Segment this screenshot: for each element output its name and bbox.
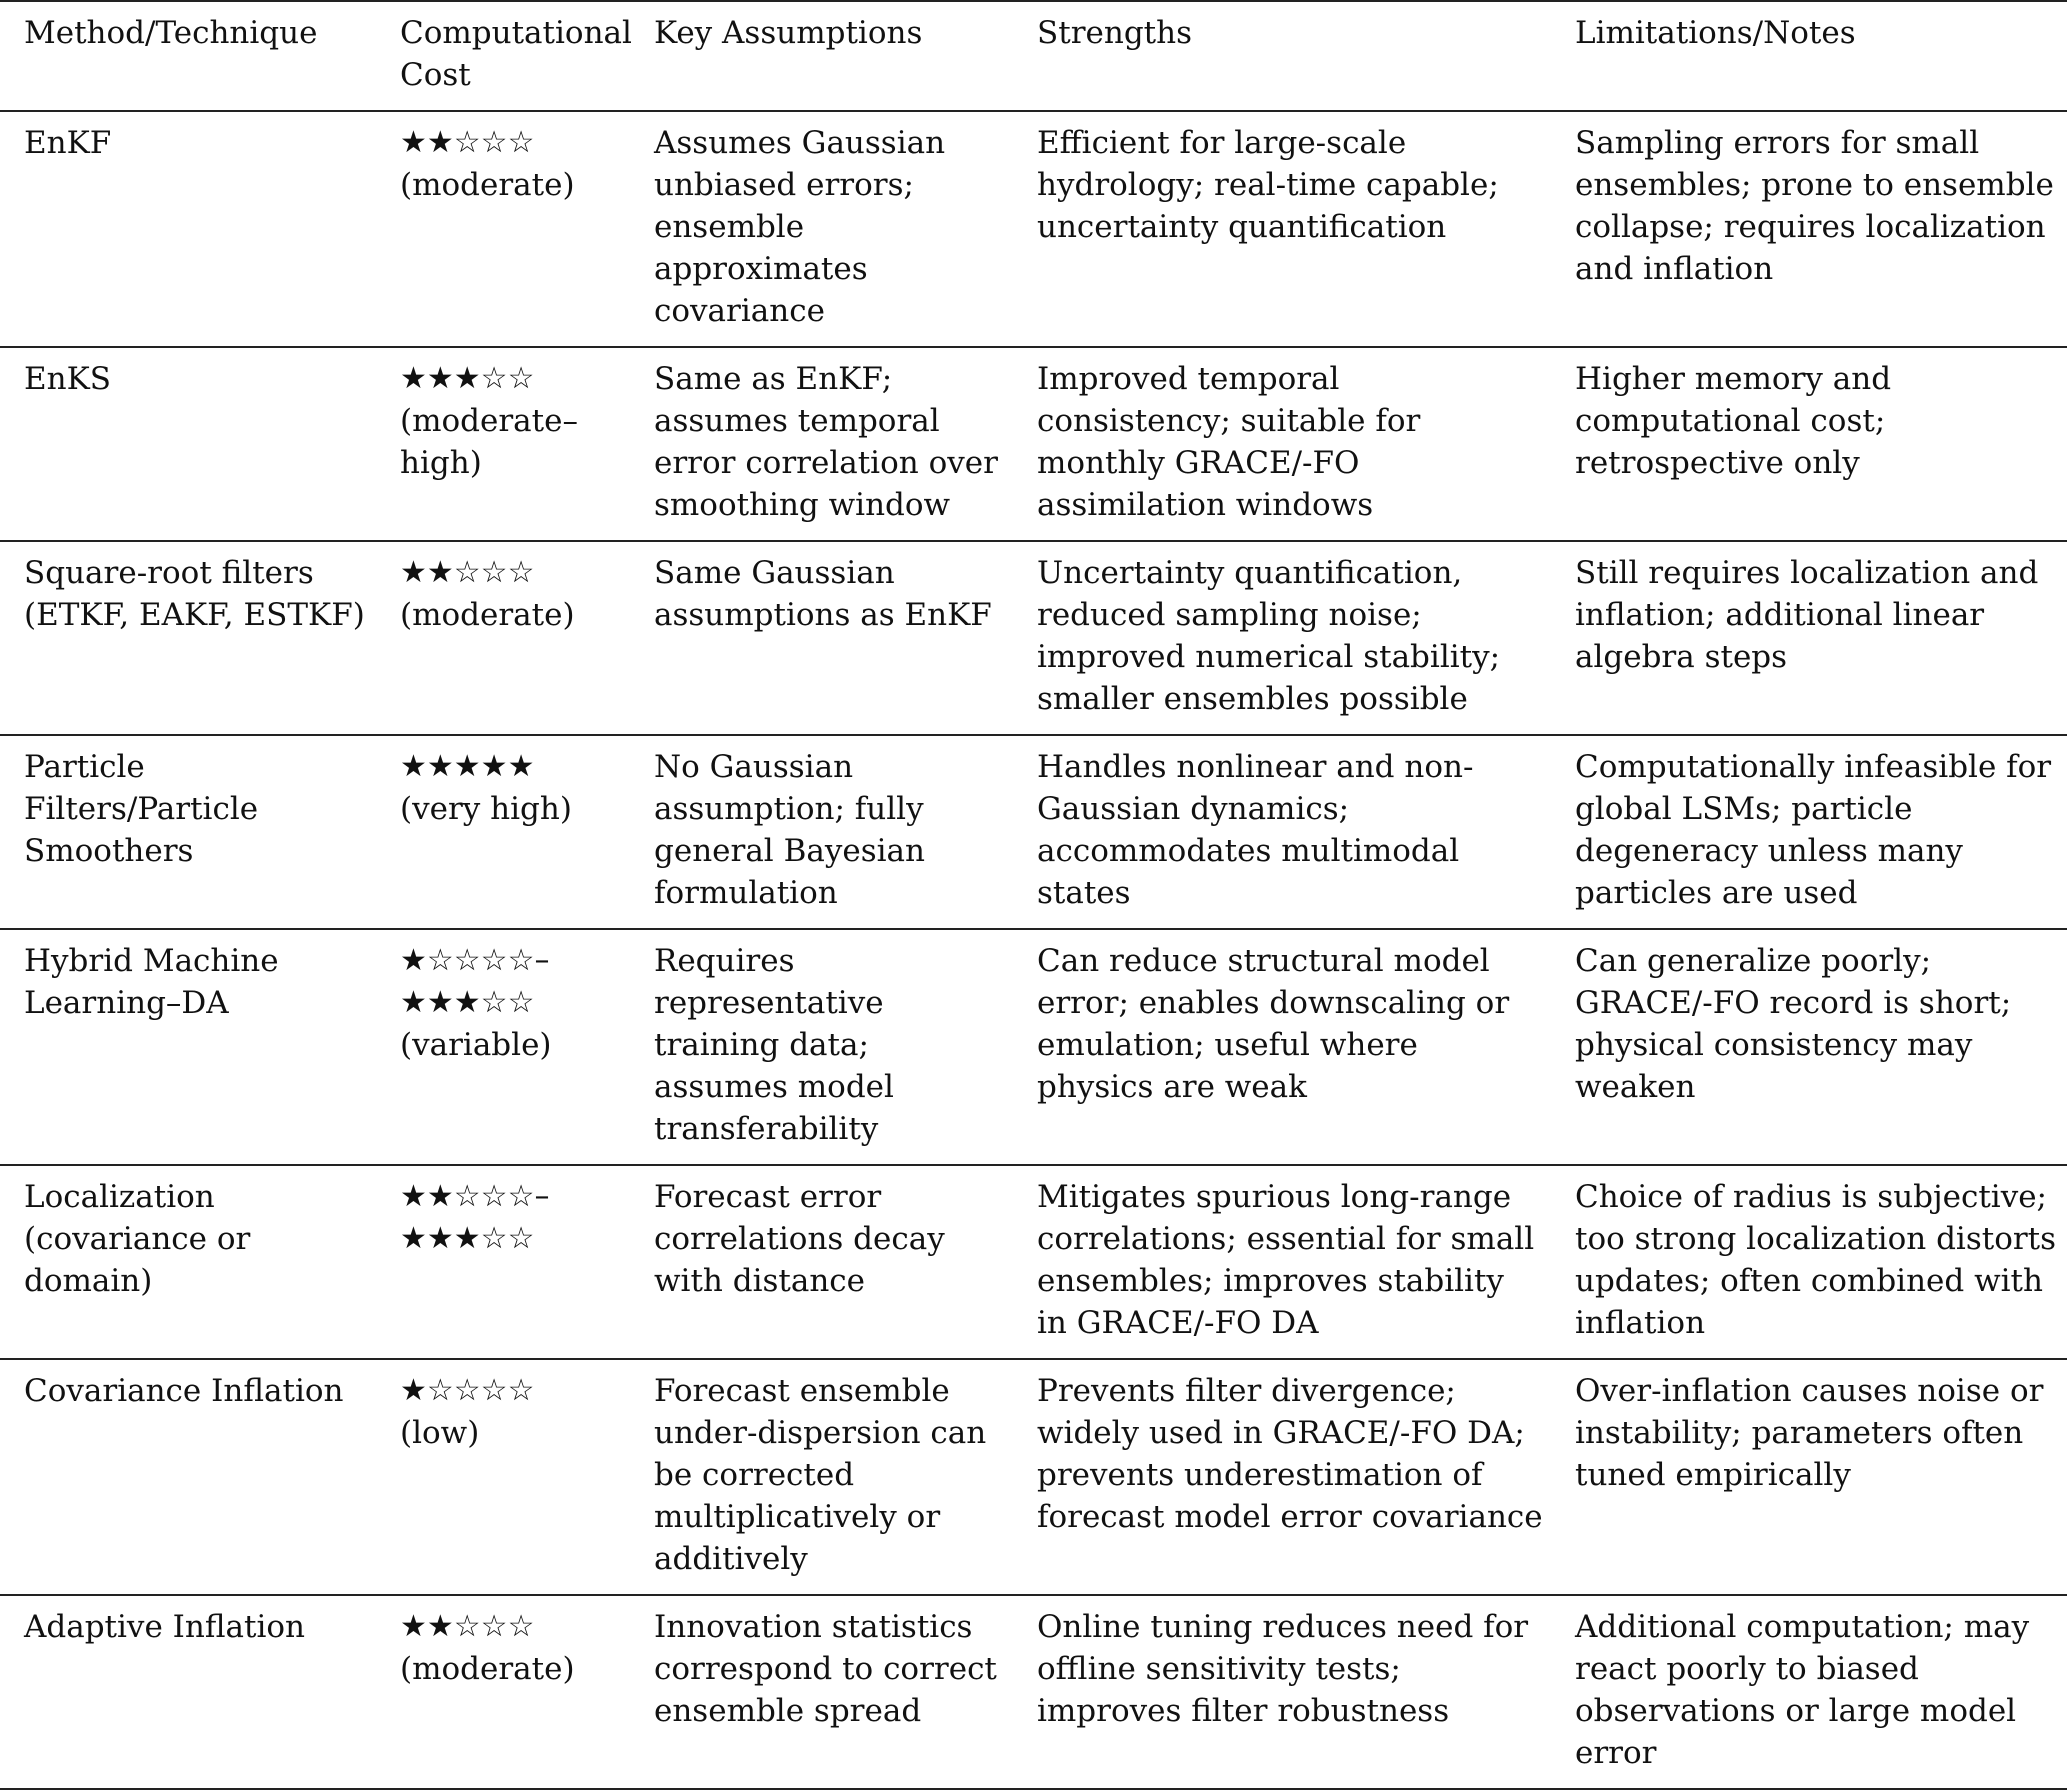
star-rating-icon: ★☆☆☆☆– bbox=[400, 943, 550, 978]
cell-assumptions: Forecast error correlations decay with distance bbox=[654, 1179, 945, 1299]
cost-note: (moderate–high) bbox=[400, 403, 578, 481]
header-method: Method/Technique bbox=[24, 15, 318, 51]
cell-limitations: Still requires localization and inflation; additional linear algebra steps bbox=[1575, 555, 2039, 675]
cost-note: (variable) bbox=[400, 1027, 552, 1063]
cell-method: Square-root filters (ETKF, EAKF, ESTKF) bbox=[24, 555, 365, 633]
cell-method: EnKF bbox=[24, 125, 112, 161]
cell-cost bbox=[376, 347, 630, 541]
star-rating-icon: ★★★☆☆ bbox=[400, 361, 535, 396]
star-rating-icon: ★☆☆☆☆ bbox=[400, 1373, 535, 1408]
cell-method: Hybrid Machine Learning–DA bbox=[24, 943, 279, 1021]
cell-method: Adaptive Inflation bbox=[24, 1609, 306, 1645]
table-header bbox=[0, 1, 2067, 111]
cell-assumptions: No Gaussian assumption; fully general Bayesian formulation bbox=[654, 749, 925, 911]
star-rating-icon: ★★☆☆☆ bbox=[400, 125, 535, 160]
table-row bbox=[0, 111, 2067, 347]
cell-assumptions: Assumes Gaussian unbiased errors; ensemble approximates covariance bbox=[654, 125, 946, 329]
table-row bbox=[0, 1595, 2067, 1789]
cost-note: (moderate) bbox=[400, 167, 575, 203]
cell-limitations: Can generalize poorly; GRACE/-FO record is short; physical consistency may weaken bbox=[1575, 943, 2012, 1105]
cell-strengths: Uncertainty quantification, reduced sampling noise; improved numerical stability; smaller ensembles possible bbox=[1037, 555, 1501, 717]
table-row bbox=[0, 1359, 2067, 1595]
star-rating-upper-icon: ★★★☆☆ bbox=[400, 985, 535, 1020]
cell-strengths: Handles nonlinear and non-Gaussian dynamics; accommodates multimodal states bbox=[1037, 749, 1474, 911]
cell-strengths: Efficient for large-scale hydrology; real-time capable; uncertainty quantification bbox=[1037, 125, 1499, 245]
cell-assumptions: Same as EnKF; assumes temporal error correlation over smoothing window bbox=[654, 361, 998, 523]
cell-cost bbox=[376, 735, 630, 929]
star-rating-icon: ★★★★★ bbox=[400, 749, 535, 784]
cell-cost bbox=[376, 929, 630, 1165]
cost-note: (low) bbox=[400, 1415, 480, 1451]
table-row bbox=[0, 929, 2067, 1165]
cell-limitations: Higher memory and computational cost; retrospective only bbox=[1575, 361, 1892, 481]
header-strengths: Strengths bbox=[1037, 15, 1192, 51]
cell-assumptions: Forecast ensemble under-dispersion can be corrected multiplicatively or additively bbox=[654, 1373, 987, 1577]
header-row bbox=[0, 1, 2067, 111]
header-cost: Computational Cost bbox=[400, 15, 632, 93]
cost-note: (very high) bbox=[400, 791, 572, 827]
cell-cost bbox=[376, 111, 630, 347]
cell-strengths: Prevents filter divergence; widely used in GRACE/-FO DA; prevents underestimation of forecast model error covariance bbox=[1037, 1373, 1543, 1535]
cell-method: Covariance Inflation bbox=[24, 1373, 344, 1409]
table-body bbox=[0, 111, 2067, 1789]
cell-cost bbox=[376, 1359, 630, 1595]
star-rating-icon: ★★☆☆☆ bbox=[400, 1609, 535, 1644]
cell-cost bbox=[376, 1595, 630, 1789]
cell-strengths: Mitigates spurious long-range correlations; essential for small ensembles; improves stability in GRACE/-FO DA bbox=[1037, 1179, 1535, 1341]
star-rating-icon: ★★☆☆☆– bbox=[400, 1179, 550, 1214]
table-row bbox=[0, 347, 2067, 541]
cost-note: (moderate) bbox=[400, 597, 575, 633]
cell-strengths: Improved temporal consistency; suitable for monthly GRACE/-FO assimilation windows bbox=[1037, 361, 1421, 523]
cell-limitations: Choice of radius is subjective; too strong localization distorts updates; often combined with inflation bbox=[1575, 1179, 2057, 1341]
star-rating-upper-icon: ★★★☆☆ bbox=[400, 1221, 535, 1256]
cell-limitations: Over-inflation causes noise or instability; parameters often tuned empirically bbox=[1575, 1373, 2044, 1493]
header-limitations: Limitations/Notes bbox=[1575, 15, 1856, 51]
table-row bbox=[0, 1165, 2067, 1359]
cell-assumptions: Same Gaussian assumptions as EnKF bbox=[654, 555, 992, 633]
cell-cost bbox=[376, 541, 630, 735]
header-assumptions: Key Assumptions bbox=[654, 15, 923, 51]
cell-assumptions: Requires representative training data; assumes model transferability bbox=[654, 943, 894, 1147]
cell-method: Localization (covariance or domain) bbox=[24, 1179, 251, 1299]
cell-limitations: Computationally infeasible for global LSMs; particle degeneracy unless many particles are used bbox=[1575, 749, 2052, 911]
cell-assumptions: Innovation statistics correspond to correct ensemble spread bbox=[654, 1609, 997, 1729]
table-row bbox=[0, 735, 2067, 929]
star-rating-icon: ★★☆☆☆ bbox=[400, 555, 535, 590]
table-row bbox=[0, 541, 2067, 735]
cell-method: Particle Filters/Particle Smoothers bbox=[24, 749, 259, 869]
cell-limitations: Additional computation; may react poorly to biased observations or large model error bbox=[1575, 1609, 2030, 1771]
cell-strengths: Can reduce structural model error; enables downscaling or emulation; useful where physics are weak bbox=[1037, 943, 1510, 1105]
cell-limitations: Sampling errors for small ensembles; prone to ensemble collapse; requires localization and inflation bbox=[1575, 125, 2054, 287]
cell-cost bbox=[376, 1165, 630, 1359]
cell-strengths: Online tuning reduces need for offline sensitivity tests; improves filter robustness bbox=[1037, 1609, 1529, 1729]
cost-note: (moderate) bbox=[400, 1651, 575, 1687]
cell-method: EnKS bbox=[24, 361, 111, 397]
